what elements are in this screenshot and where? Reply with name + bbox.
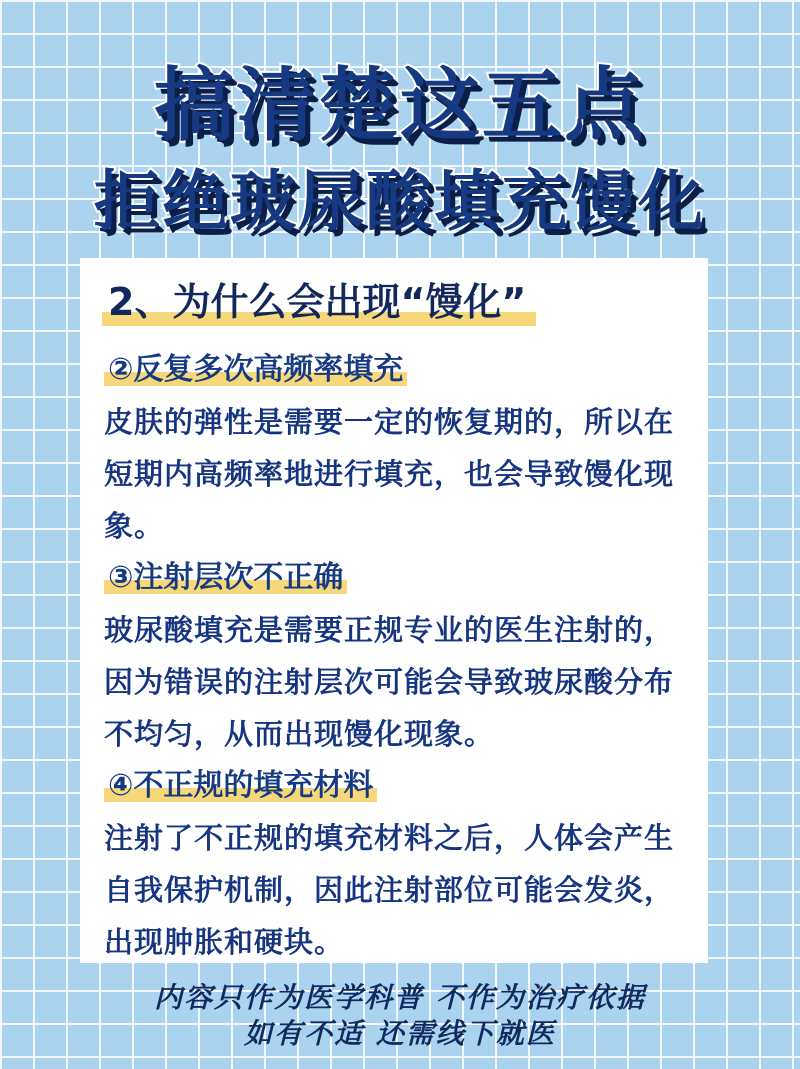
section-title-text: 2、为什么会出现“馒化” <box>108 280 527 324</box>
reason-heading <box>104 558 347 598</box>
reason-heading-text: ②反复多次高频率填充 <box>108 352 404 387</box>
reason-heading-text: ③注射层次不正确 <box>108 560 344 595</box>
reason-item-3 <box>104 558 694 760</box>
headline-line-1: 搞清楚这五点 <box>154 59 646 152</box>
disclaimer-line-2: 如有不适 还需线下就医 <box>244 1017 556 1050</box>
reason-body: 注射了不正规的填充材料之后，人体会产生自我保护机制，因此注射部位可能会发炎，出现肿胀和硬块。 <box>104 821 675 959</box>
reason-heading <box>104 766 377 806</box>
reason-heading-text: ④不正规的填充材料 <box>108 768 374 803</box>
content-card <box>80 258 708 963</box>
disclaimer-line-1: 内容只作为医学科普 不作为治疗依据 <box>154 981 646 1014</box>
reason-body: 玻尿酸填充是需要正规专业的医生注射的，因为错误的注射层次可能会导致玻尿酸分布不均匀，从而出现馒化现象。 <box>104 613 675 751</box>
reason-body: 皮肤的弹性是需要一定的恢复期的，所以在短期内高频率地进行填充，也会导致馒化现象。 <box>104 405 675 543</box>
section-title <box>108 276 526 328</box>
reason-item-2 <box>104 350 694 552</box>
reason-heading <box>104 350 407 390</box>
reason-item-4 <box>104 766 694 968</box>
headline-line-2: 拒绝玻尿酸填充馒化 <box>94 163 706 240</box>
